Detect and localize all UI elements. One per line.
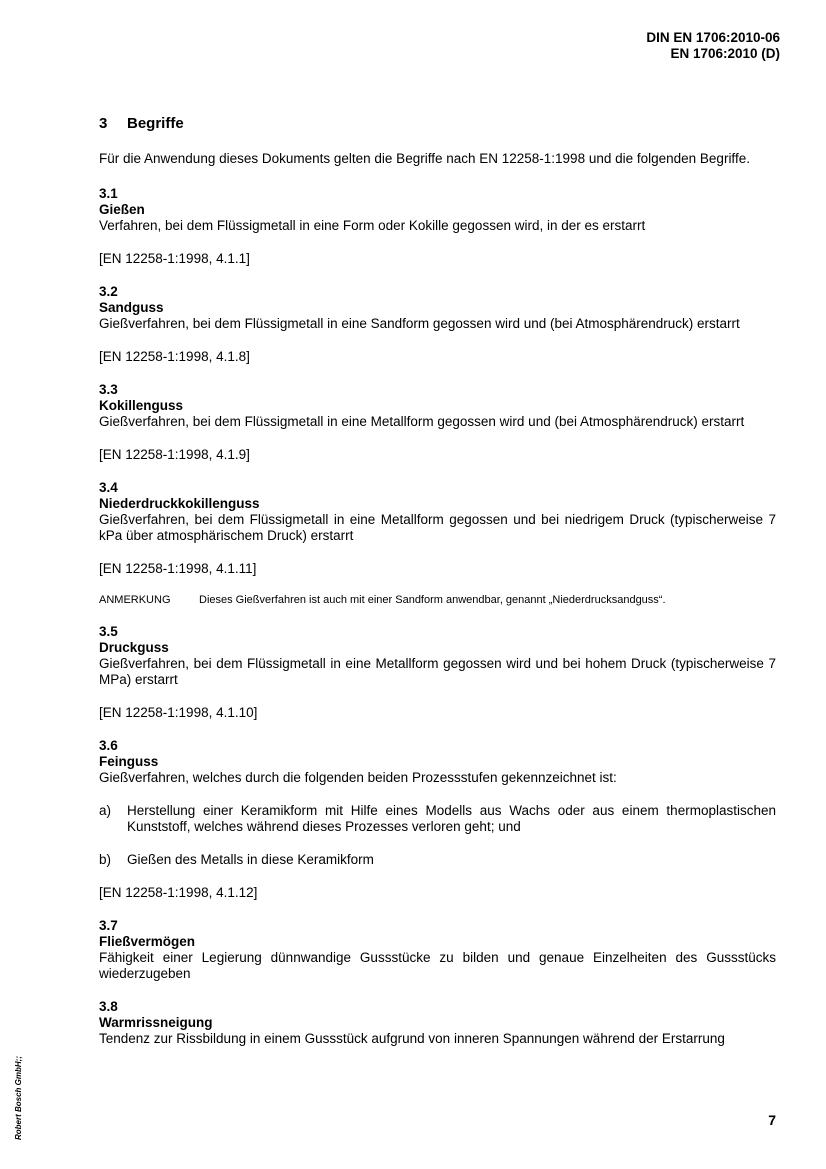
term-definition: Gießverfahren, bei dem Flüssigmetall in eine Metallform gegossen wird und bei hohem Druck (typischerweise 7 MPa) erstarrt: [99, 656, 776, 687]
term-number: 3.7: [99, 918, 118, 933]
term-number: 3.1: [99, 186, 118, 201]
term-number: 3.4: [99, 480, 118, 495]
term-name: Sandguss: [99, 300, 164, 315]
term-entry: [99, 999, 776, 1047]
term-entry: [99, 480, 776, 544]
page-number: 7: [768, 1112, 776, 1128]
term-reference: [EN 12258-1:1998, 4.1.10]: [99, 705, 258, 720]
term-number: 3.5: [99, 624, 118, 639]
term-name: Niederdruckkokillenguss: [99, 496, 260, 511]
list-item-text: Herstellung einer Keramikform mit Hilfe eines Modells aus Wachs oder aus einem thermoplastischen Kunststoff, welches während dieses Prozesses verloren geht; und: [127, 803, 776, 834]
term-reference: [EN 12258-1:1998, 4.1.1]: [99, 251, 250, 266]
side-watermark-text: Robert Bosch GmbH;;: [14, 1056, 23, 1140]
term-entry: [99, 284, 776, 332]
term-number: 3.6: [99, 738, 118, 753]
term-entry: [99, 624, 776, 688]
term-entry: [99, 918, 776, 982]
term-number: 3.8: [99, 999, 118, 1014]
note-text: Dieses Gießverfahren ist auch mit einer Sandform anwendbar, genannt „Niederdrucksandguss“.: [199, 594, 666, 606]
list-item: [99, 852, 776, 868]
term-definition: Gießverfahren, bei dem Flüssigmetall in eine Metallform gegossen und bei niedrigem Druck (typischerweise 7 kPa über atmosphärischem Druck) erstarrt: [99, 512, 776, 543]
term-number: 3.3: [99, 382, 118, 397]
term-name: Fließvermögen: [99, 934, 196, 949]
term-definition: Gießverfahren, welches durch die folgenden beiden Prozessstufen gekennzeichnet ist:: [99, 770, 617, 785]
document-body: [99, 114, 776, 1064]
term-definition: Gießverfahren, bei dem Flüssigmetall in eine Metallform gegossen wird und (bei Atmosphärendruck) erstarrt: [99, 414, 745, 429]
term-name: Gießen: [99, 202, 145, 217]
term-number: 3.2: [99, 284, 118, 299]
term-name: Kokillenguss: [99, 398, 184, 413]
note-label: ANMERKUNG: [99, 594, 171, 606]
list-item: [99, 803, 776, 835]
header-edition: EN 1706:2010 (D): [670, 46, 780, 61]
intro-paragraph: Für die Anwendung dieses Dokuments gelten die Begriffe nach EN 12258-1:1998 und die folgenden Begriffe.: [99, 151, 750, 166]
term-reference: [EN 12258-1:1998, 4.1.8]: [99, 349, 250, 364]
term-entry: [99, 382, 776, 430]
term-reference: [EN 12258-1:1998, 4.1.11]: [99, 561, 257, 576]
document-header: [646, 30, 780, 62]
term-reference: [EN 12258-1:1998, 4.1.12]: [99, 885, 258, 900]
term-definition: Gießverfahren, bei dem Flüssigmetall in eine Sandform gegossen wird und (bei Atmosphärendruck) erstarrt: [99, 316, 740, 331]
term-name: Warmrissneigung: [99, 1015, 213, 1030]
section-number: 3: [99, 115, 108, 132]
note: [99, 593, 776, 607]
section-title: Begriffe: [127, 115, 184, 132]
term-entry: [99, 186, 776, 234]
list-item-label: a): [99, 803, 112, 818]
section-heading: [99, 114, 776, 134]
term-reference: [EN 12258-1:1998, 4.1.9]: [99, 447, 250, 462]
header-standard-id: DIN EN 1706:2010-06: [646, 30, 780, 45]
term-entry: [99, 738, 776, 786]
list-item-label: b): [99, 852, 112, 867]
term-definition: Tendenz zur Rissbildung in einem Gussstück aufgrund von inneren Spannungen während der Erstarrung: [99, 1031, 725, 1046]
term-definition: Verfahren, bei dem Flüssigmetall in eine Form oder Kokille gegossen wird, in der es erstarrt: [99, 218, 646, 233]
term-definition: Fähigkeit einer Legierung dünnwandige Gussstücke zu bilden und genaue Einzelheiten des Gussstücks wiederzugeben: [99, 950, 776, 981]
term-name: Druckguss: [99, 640, 169, 655]
term-name: Feinguss: [99, 754, 159, 769]
list-item-text: Gießen des Metalls in diese Keramikform: [127, 852, 374, 867]
